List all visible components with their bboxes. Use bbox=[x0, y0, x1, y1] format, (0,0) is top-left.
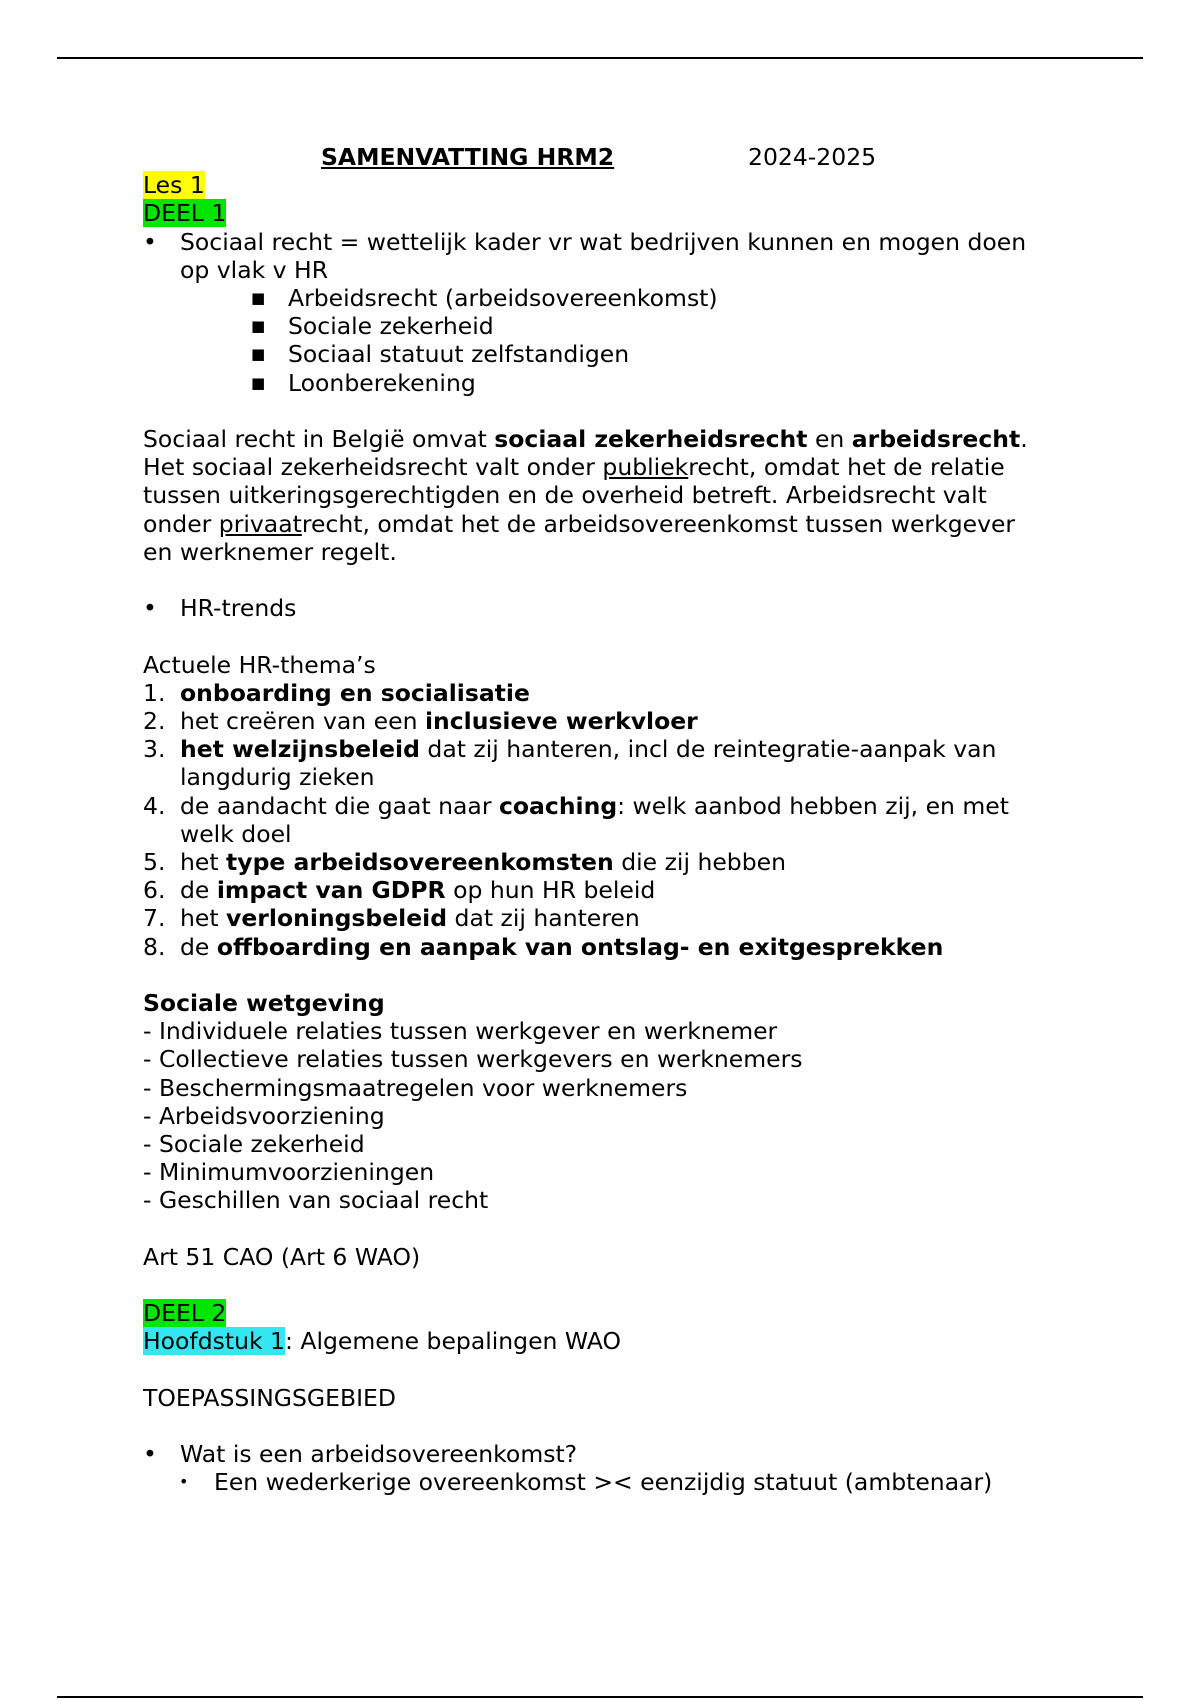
bullet-dot-icon: • bbox=[143, 1440, 157, 1469]
section-label: TOEPASSINGSGEBIED bbox=[143, 1383, 396, 1412]
bullet-text-cont: op vlak v HR bbox=[180, 255, 329, 284]
sub-item: ■ Sociaal statuut zelfstandigen bbox=[251, 340, 630, 369]
paragraph-line: Sociaal recht in België omvat sociaal zekerheidsrecht en arbeidsrecht. bbox=[143, 425, 1028, 453]
sub-item: ■ Arbeidsrecht (arbeidsovereenkomst) bbox=[251, 284, 718, 312]
list-heading: Actuele HR-thema’s bbox=[143, 650, 376, 679]
dash-item: - Sociale zekerheid bbox=[143, 1130, 365, 1159]
chapter-heading: Hoofdstuk 1: Algemene bepalingen WAO bbox=[143, 1327, 622, 1356]
bullet-item: • HR-trends bbox=[143, 594, 297, 623]
square-bullet-icon: ■ bbox=[251, 345, 266, 364]
bullet-item: • Wat is een arbeidsovereenkomst? bbox=[143, 1440, 578, 1469]
document-year: 2024-2025 bbox=[748, 143, 877, 171]
dash-item: - Individuele relaties tussen werkgever en werknemer bbox=[143, 1017, 778, 1046]
title-line bbox=[143, 143, 1083, 171]
section-heading: Sociale wetgeving bbox=[143, 989, 385, 1018]
dash-item: - Geschillen van sociaal recht bbox=[143, 1186, 489, 1215]
numbered-item-cont: langdurig zieken bbox=[180, 763, 375, 792]
article-reference: Art 51 CAO (Art 6 WAO) bbox=[143, 1242, 421, 1271]
dash-item: - Collectieve relaties tussen werkgevers en werknemers bbox=[143, 1045, 803, 1074]
deel2-label: DEEL 2 bbox=[143, 1299, 227, 1328]
bullet-dot-icon: • bbox=[143, 227, 157, 256]
numbered-item: 6. de impact van GDPR op hun HR beleid bbox=[143, 876, 656, 905]
bullet-item bbox=[143, 228, 1083, 256]
numbered-item: 8. de offboarding en aanpak van ontslag- en exitgesprekken bbox=[143, 932, 944, 961]
sub-bullet-item: • Een wederkerige overeenkomst >< eenzijdig statuut (ambtenaar) bbox=[179, 1468, 993, 1497]
paragraph-line: Het sociaal zekerheidsrecht valt onder publiekrecht, omdat het de relatie bbox=[143, 453, 1005, 482]
deel1-label: DEEL 1 bbox=[143, 199, 227, 228]
chapter-label: Hoofdstuk 1 bbox=[143, 1327, 285, 1356]
paragraph-line: tussen uitkeringsgerechtigden en de overheid betreft. Arbeidsrecht valt bbox=[143, 481, 987, 510]
bullet-dot-icon: • bbox=[143, 594, 157, 623]
dash-item: - Minimumvoorzieningen bbox=[143, 1158, 435, 1187]
square-bullet-icon: ■ bbox=[251, 373, 266, 392]
numbered-item: 4. de aandacht die gaat naar coaching: welk aanbod hebben zij, en met bbox=[143, 791, 1009, 820]
square-bullet-icon: ■ bbox=[251, 317, 266, 336]
dash-item: - Arbeidsvoorziening bbox=[143, 1101, 385, 1130]
document-body bbox=[143, 143, 1083, 1497]
bullet-text: Sociaal recht = wettelijk kader vr wat bedrijven kunnen en mogen doen bbox=[180, 227, 1027, 256]
sub-item: ■ Sociale zekerheid bbox=[251, 312, 494, 341]
paragraph-line: onder privaatrecht, omdat het de arbeidsovereenkomst tussen werkgever bbox=[143, 509, 1016, 538]
les-label: Les 1 bbox=[143, 171, 205, 200]
dash-item: - Beschermingsmaatregelen voor werknemers bbox=[143, 1073, 688, 1102]
sub-item: ■ Loonberekening bbox=[251, 368, 476, 397]
paragraph-line: en werknemer regelt. bbox=[143, 537, 397, 566]
footer-rule bbox=[57, 1696, 1143, 1698]
numbered-item: 5. het type arbeidsovereenkomsten die zij hebben bbox=[143, 848, 786, 877]
header-rule bbox=[57, 57, 1143, 59]
document-title: SAMENVATTING HRM2 bbox=[321, 143, 615, 171]
numbered-item: 3. het welzijnsbeleid dat zij hanteren, incl de reintegratie-aanpak van bbox=[143, 735, 997, 764]
square-bullet-icon: ■ bbox=[251, 289, 266, 307]
numbered-item: 7. het verloningsbeleid dat zij hanteren bbox=[143, 904, 640, 933]
small-bullet-icon: • bbox=[179, 1472, 189, 1492]
numbered-item: 1. onboarding en socialisatie bbox=[143, 678, 530, 707]
numbered-item: 2. het creëren van een inclusieve werkvloer bbox=[143, 707, 698, 735]
numbered-item-cont: welk doel bbox=[180, 819, 292, 848]
